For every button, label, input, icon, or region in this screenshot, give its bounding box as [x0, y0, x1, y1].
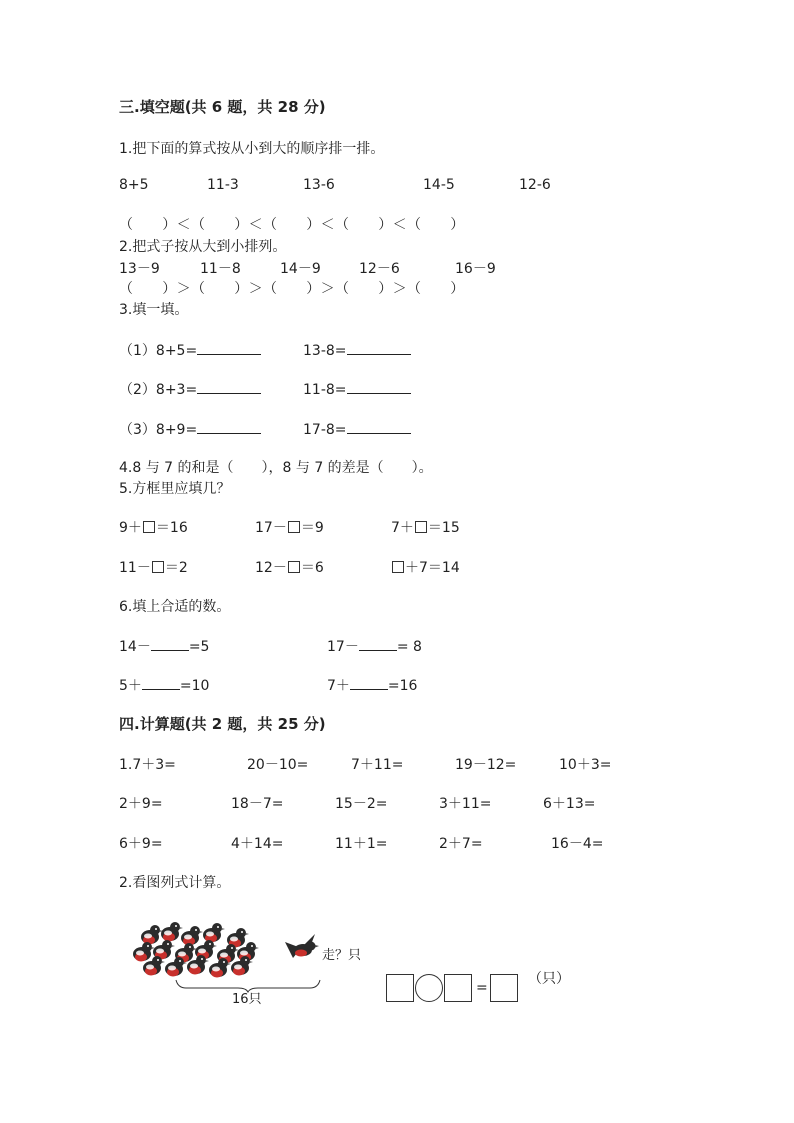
- calc-item[interactable]: 2＋9=: [119, 796, 163, 812]
- section3-title: 三.填空题(共 6 题，共 28 分): [119, 98, 326, 116]
- calc-item[interactable]: 6＋9=: [119, 836, 163, 852]
- calc-item[interactable]: 4＋14=: [231, 836, 284, 852]
- calc-item[interactable]: 20－10=: [247, 757, 309, 773]
- answer-blank[interactable]: [347, 340, 411, 355]
- answer-blank[interactable]: [347, 419, 411, 434]
- q2-order-row[interactable]: （ ）＞（ ）＞（ ）＞（ ）＞（ ）: [119, 281, 465, 297]
- q3-row-1-right: 13-8=: [303, 340, 411, 359]
- answer-box[interactable]: [288, 521, 300, 533]
- q1-expr-5: 12-6: [519, 177, 551, 193]
- answer-box[interactable]: [143, 521, 155, 533]
- calc-item[interactable]: 10＋3=: [559, 757, 612, 773]
- q1-order-row[interactable]: （ ）＜（ ）＜（ ）＜（ ）＜（ ）: [119, 217, 465, 233]
- q5-item: 11－ ＝2: [119, 560, 188, 576]
- q1-prompt: 1.把下面的算式按从小到大的顺序排一排。: [119, 141, 385, 157]
- q6-item: 7＋ =16: [327, 675, 417, 695]
- answer-box[interactable]: [415, 521, 427, 533]
- equation-box-2[interactable]: [444, 974, 472, 1002]
- calc-item[interactable]: 6＋13=: [543, 796, 596, 812]
- q2-expr-1: 13－9: [119, 261, 160, 277]
- answer-blank[interactable]: [197, 419, 261, 434]
- q6-item: 17－ = 8: [327, 636, 422, 656]
- picture-question-prompt: 2.看图列式计算。: [119, 875, 231, 891]
- q2-expr-4: 12－6: [359, 261, 400, 277]
- q2-expr-3: 14－9: [280, 261, 321, 277]
- q5-prompt: 5.方框里应填几？: [119, 481, 231, 497]
- answer-blank[interactable]: [359, 636, 397, 651]
- answer-blank[interactable]: [347, 379, 411, 394]
- q3-row-2-left: （2）8+3=: [119, 379, 261, 399]
- answer-blank[interactable]: [142, 675, 180, 690]
- q3-row-1-left: （1）8+5=: [119, 340, 261, 360]
- answer-blank[interactable]: [197, 379, 261, 394]
- q3-row-2-right: 11-8=: [303, 379, 411, 398]
- answer-box-result[interactable]: [490, 974, 518, 1002]
- calc-item[interactable]: 11＋1=: [335, 836, 388, 852]
- q2-expr-2: 11－8: [200, 261, 241, 277]
- unit-label: （只）: [528, 971, 570, 987]
- q2-prompt: 2.把式子按从大到小排列。: [119, 239, 287, 255]
- calc-item[interactable]: 15－2=: [335, 796, 388, 812]
- q5-item: 7＋ ＝15: [391, 520, 460, 536]
- answer-box[interactable]: [152, 561, 164, 573]
- answer-blank[interactable]: [151, 636, 189, 651]
- q5-item: 12－ ＝6: [255, 560, 324, 576]
- calc-item[interactable]: 18－7=: [231, 796, 284, 812]
- q6-prompt: 6.填上合适的数。: [119, 599, 231, 615]
- calc-item[interactable]: 16－4=: [551, 836, 604, 852]
- q3-row-3-right: 17-8=: [303, 419, 411, 438]
- equation-box-1[interactable]: [386, 974, 414, 1002]
- q5-item: 9＋ ＝16: [119, 520, 188, 536]
- q3-prompt: 3.填一填。: [119, 302, 189, 318]
- answer-box[interactable]: [392, 561, 404, 573]
- calc-item[interactable]: 3＋11=: [439, 796, 492, 812]
- q3-row-3-left: （3）8+9=: [119, 419, 261, 439]
- q5-item: 17－ ＝9: [255, 520, 324, 536]
- q4-text[interactable]: 4.8 与 7 的和是（ ），8 与 7 的差是（ ）。: [119, 460, 433, 476]
- calc-item[interactable]: 1.7＋3=: [119, 757, 176, 773]
- section4-title: 四.计算题(共 2 题，共 25 分): [119, 715, 326, 733]
- q5-item: ＋7＝14: [391, 557, 460, 577]
- answer-box[interactable]: [288, 561, 300, 573]
- calc-item[interactable]: 7＋11=: [351, 757, 404, 773]
- total-label: 16只: [232, 992, 262, 1007]
- calc-item[interactable]: 19－12=: [455, 757, 517, 773]
- q2-expr-5: 16－9: [455, 261, 496, 277]
- answer-blank[interactable]: [350, 675, 388, 690]
- answer-blank[interactable]: [197, 340, 261, 355]
- calc-item[interactable]: 2＋7=: [439, 836, 483, 852]
- q1-expr-2: 11-3: [207, 177, 239, 193]
- operator-circle[interactable]: [415, 974, 443, 1002]
- flying-bird-icon: [283, 928, 323, 968]
- q6-item: 14－ =5: [119, 636, 209, 656]
- q1-expr-3: 13-6: [303, 177, 335, 193]
- q6-item: 5＋ =10: [119, 675, 209, 695]
- q1-expr-4: 14-5: [423, 177, 455, 193]
- equals-sign: =: [476, 980, 488, 996]
- flying-label: 走？只: [322, 948, 362, 963]
- q1-expr-1: 8+5: [119, 177, 149, 193]
